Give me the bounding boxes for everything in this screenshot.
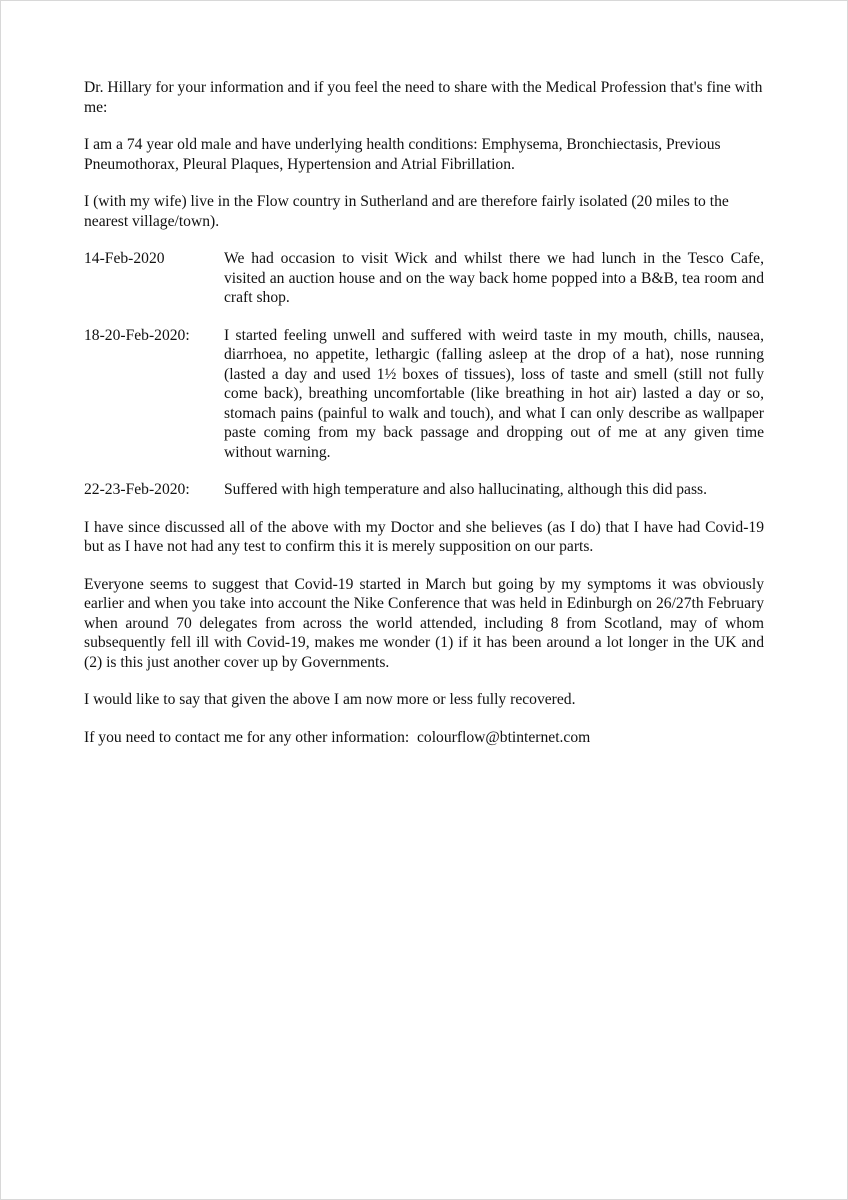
recovery-paragraph: I would like to say that given the above I am now more or less fully recovered. xyxy=(84,691,576,708)
timeline-date: 22-23-Feb-2020: xyxy=(84,481,190,498)
timeline-text: Suffered with high temperature and also hallucinating, although this did pass. xyxy=(224,481,708,498)
theory-paragraph: Everyone seems to suggest that Covid-19 started in March but going by my symptoms it was obviously earlier and when you take into account the Nike Conference that was held in Edinburgh on 26/27th February when around 70 delegates from across the world attended, including 8 from Scotland, may of whom subsequently fell ill with Covid-19, makes me wonder (1) if it has been around a lot longer in the UK and (2) is this just another cover up by Governments. xyxy=(84,575,764,671)
timeline-text: We had occasion to visit Wick and whilst there we had lunch in the Tesco Cafe, visited an auction house and on the way back home popped into a B&B, tea room and craft shop. xyxy=(224,250,764,306)
contact-prefix: If you need to contact me for any other information: xyxy=(84,728,417,746)
contact-email: colourflow@btinternet.com xyxy=(417,728,591,746)
location-paragraph: I (with my wife) live in the Flow country in Sutherland and are therefore fairly isolated (20 miles to the nearest village/town). xyxy=(84,193,729,230)
letter-body xyxy=(84,78,764,765)
greeting-paragraph: Dr. Hillary for your information and if you feel the need to share with the Medical Profession that's fine with me: xyxy=(84,79,763,116)
doctor-paragraph: I have since discussed all of the above with my Doctor and she believes (as I do) that I have had Covid-19 but as I have not had any test to confirm this it is merely supposition on our parts. xyxy=(84,518,764,555)
timeline-text: I started feeling unwell and suffered with weird taste in my mouth, chills, nausea, diarrhoea, no appetite, lethargic (falling asleep at the drop of a hat), nose running (lasted a day and used 1½ boxes of tissues), loss of taste and smell (still not fully come back), breathing uncomfortable (like breathing in hot air) lasted a day or so, stomach pains (painful to walk and touch), and what I can only describe as wallpaper paste coming from my back passage and dropping out of me at any given time without warning. xyxy=(224,326,764,461)
timeline-date: 18-20-Feb-2020: xyxy=(84,326,190,344)
health-conditions-paragraph: I am a 74 year old male and have underlying health conditions: Emphysema, Bronchiectasis, Previous Pneumothorax, Pleural Plaques, Hypertension and Atrial Fibrillation. xyxy=(84,136,721,173)
timeline-entry xyxy=(84,326,764,463)
timeline-entry xyxy=(84,249,764,308)
contact-paragraph xyxy=(84,728,764,748)
timeline-date: 14-Feb-2020 xyxy=(84,250,165,267)
timeline-entry xyxy=(84,480,764,500)
